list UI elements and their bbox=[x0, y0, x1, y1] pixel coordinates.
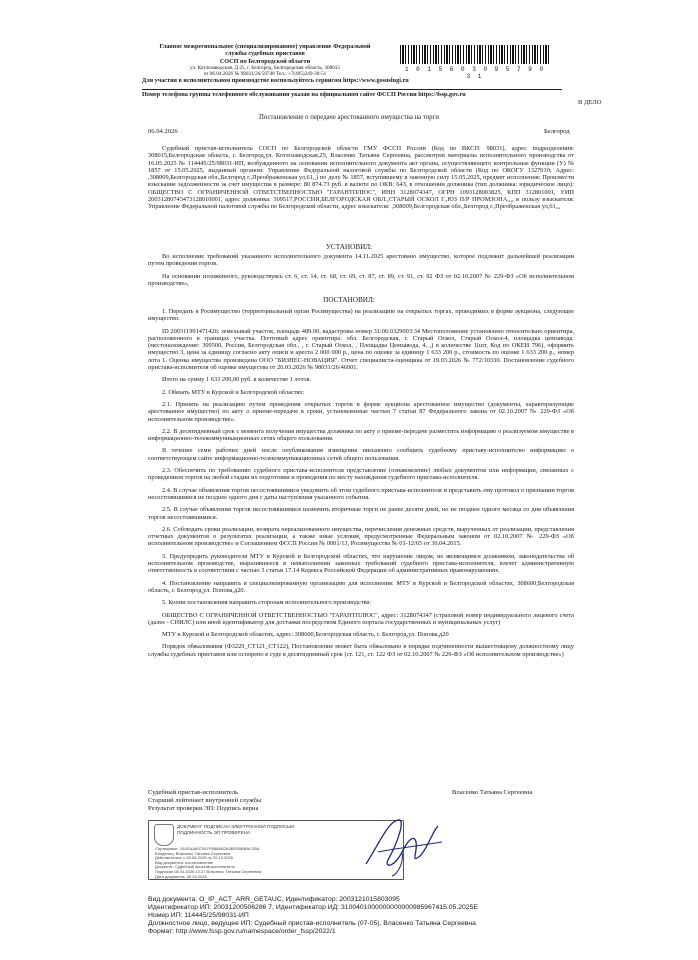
stamp-line: ПОДЛИННОСТЬ ЭП ПРОВЕРЕНА bbox=[177, 829, 251, 835]
item: 4. Постановление направить в специализированную организацию для исполнения: МТУ в Курской и Белгородской областях, 308600,Белгородская область, г. Белгород,ул. Попова,д20. bbox=[148, 579, 574, 594]
emblem-icon bbox=[154, 824, 174, 846]
agency-header bbox=[142, 43, 388, 77]
item: Порядок обжалования (Ф3229_СТ121_СТ122), Постановление может быть обжаловано в порядке подчиненности вышестоящему должностному лицу службы судебных приставов или оспорено в суде в десятидневный срок (ст. 121, ст. 122 ФЗ от 02.10.2007 № 229-ФЗ «Об исполнительном производстве») bbox=[148, 643, 574, 658]
v-delo-mark: В ДЕЛО bbox=[578, 99, 602, 106]
item: 5. Копии постановления направить сторонам исполнительного производства: bbox=[162, 599, 372, 607]
document-metadata bbox=[148, 896, 618, 936]
document-city: Белгород bbox=[544, 128, 570, 135]
item: 2.2. В десятидневный срок с момента получения имущества должника по акту о приеме-передаче разместить информацию о реализуемом имуществе в информационно-телекоммуникационных сетях общего пользования. bbox=[148, 427, 574, 443]
stamp-detail: Действителен: с 05.08.2025 по 29.10.2026 bbox=[155, 855, 233, 861]
item: МТУ в Курской и Белгородской областях, адрес: 308600,Белгородская область, г. Белгород,ул. Попова,д20 bbox=[162, 631, 449, 639]
meta-line: Номер ИП: 114445/25/98031-ИП bbox=[148, 911, 249, 919]
meta-line: Формат: http://www.fssp.gov.ru/namespace/order_fssp/2022/1 bbox=[148, 927, 336, 935]
agency-line: Главное межрегиональное (специализированное) управление Федеральной bbox=[159, 43, 371, 50]
agency-line: СОСП по Белгородской области bbox=[219, 57, 311, 65]
item: 2.5. В случае объявления торгов несостоявшимися назначить вторичные торги не ранее десяти дней, но не позднее одного месяца со дня объявления торгов несостоявшимися. bbox=[148, 506, 574, 521]
item: 1. Передать в Росимущество (территориальный орган Росимущества) на реализацию на открытых торгах, проводимых в форме аукциона, следующее имущество: bbox=[148, 308, 574, 323]
stamp-header bbox=[177, 824, 294, 835]
stamp-line: ДОКУМЕНТ ПОДПИСАН ЭЛЕКТРОННОЙ ПОДПИСЬЮ bbox=[177, 824, 295, 829]
intro-block bbox=[148, 145, 574, 216]
signer-name: Власенко Татьяна Сергеевна bbox=[452, 789, 533, 796]
item: ОБЩЕСТВО С ОГРАНИЧЕННОЙ ОТВЕТСТВЕННОСТЬЮ "ГАРАНТПЛЮС", адрес: 3128074347 (страховой номер индивидуального лицевого счета (далее - СНИЛС) или иной идентификатор для доставки посредством Единого портала государственных и муниципальных услуг) bbox=[148, 611, 574, 626]
phone-line: Номер телефона группы телефонного обслуживания указан на официальном сайте ФССП России https://fssp.gov.ru bbox=[142, 89, 562, 98]
stamp-detail: Дата документа: 06.04.2026 bbox=[155, 873, 207, 879]
agency-ref: от 06.04.2026 № 98031/26/50748 Тел.: +7(495)249-30-51 bbox=[203, 70, 327, 77]
stamp-detail: Вид документа: постановление bbox=[155, 859, 214, 865]
ustanovil-heading: УСТАНОВИЛ: bbox=[325, 243, 373, 251]
barcode bbox=[400, 45, 550, 64]
ustanovil-block bbox=[148, 253, 574, 292]
intro-paragraph: Судебный пристав-исполнитель СОСП по Белгородской области ГМУ ФССП России (Код по ВКСП: 98031), адрес подразделения: 308015,Белгородская область, г. Белгород,ул. Котлозаводская,25, Власенко Татьяна Сергеевна, рассмотрев материалы исполнительного производства от 16.05.2025 № 114445/25/98031-ИП, возбужденного на основании исполнительного документа акт органа, осуществляющего контрольные функции (У) № 1857 от 15.05.2025, выданный органом: Управление Федеральной налоговой службы по Белгородской области (Код по ОКОГУ 1327010; Адрес: ,308009,Белгородская обл.,Белгород г.,Преображенская ул,61,,) по делу № 1857, вступившему в законную силу 15.05.2025, предмет исполнения: Произвести взыскание задолженности за счет имущества в размере: 80 874.73 руб. в валюте по ОКВ: 643, в отношении должника (тип должника: юридическое лицо): ОБЩЕСТВО С ОГРАНИЧЕННОЙ ОТВЕТСТВЕННОСТЬЮ "ГАРАНТПЛЮС", ИНН 3128074347, ОГРН 1093128003825, КПП 312801001, УИП 20031280743473128010001, адрес должника: 309517,РОССИЯ,БЕЛГОРОДСКАЯ ОБЛ.,СТАРЫЙ ОСКОЛ Г.,ЮЗ П/Р ПРОМЗОНА,,,, в пользу взыскателя: Управление Федеральной налоговой службы по Белгородской области, адрес взыскателя: ,308009,Белгородская обл.,Белгород г.,Преображенская ул,61,,, bbox=[148, 145, 574, 211]
item: 2.3. Обеспечить по требованию судебного пристава-исполнителя представление (ознакомление) любых документов или информации, связанных с проведением торгов на любой стадии их подготовки и проведения по месту нахождения судебного пристава-исполнителя. bbox=[148, 467, 574, 482]
meta-line: Вид документа: O_IP_ACT_ARR_GETAUC, Идентификатор: 2003121015803095 bbox=[148, 896, 400, 903]
item: В течение семи рабочих дней после опубликования извещения письменно сообщить судебному приставу-исполнителю информацию о соответствующем сайте информационно-телекоммуникационных сетей общего пользования. bbox=[148, 447, 574, 462]
agency-line: службы судебных приставов bbox=[225, 50, 305, 58]
document-title: Постановление о передаче арестованного имущества на торги bbox=[259, 114, 439, 121]
ep-check: Результат проверки ЭП: Подпись верна bbox=[148, 804, 259, 812]
item: 2.4. В случае объявления торгов несостоявшимися уведомить об этом судебного пристава-исполнителя и представить ему протокол о признании торгов несостоявшимися не позднее одного дня с даты наступления указанного события. bbox=[148, 486, 574, 501]
stamp-detail: Владелец: Власенко Татьяна Сергеевна bbox=[155, 850, 231, 856]
item: Итого на сумму 1 633 200,00 руб. в количестве 1 лотов. bbox=[162, 376, 312, 384]
ustanovil-paragraph: На основании изложенного, руководствуясь ст. 6, ст. 14, ст. 68, ст. 69, ст. 87, ст. 89, ст. 91, ст. 92 ФЗ от 02.10.2007 № 229-ФЗ «Об исполнительном производстве», bbox=[148, 272, 574, 287]
stamp-detail: Сертификат: 2A1EAAA07547F6B8AB2A0BE5ABBAC2BA bbox=[155, 846, 260, 851]
stamp-detail: Документ: Судебный пристав-исполнитель bbox=[155, 864, 235, 870]
item: 2.1. Принять на реализацию путем проведения открытых торгов в форме аукциона арестованное имущество (документы, характеризующие арестованное имущество) по акту о приеме-передаче в сроки, установленные частью 7 статьи 87 Федерального закона от 02.10.2007 № 229-ФЗ «Об исполнительном производстве». bbox=[148, 400, 574, 423]
gosuslugi-line: Для участия в исполнительном производстве воспользуйтесь сервисом https://www.gosuslugi.ru bbox=[142, 77, 409, 84]
meta-line: Идентификатор ИП: 20031200506286 7, Идентификатор ИД: 3100401000000000000985967415.05.2025E bbox=[148, 903, 478, 911]
postanovil-block bbox=[148, 308, 574, 663]
document-date: 06.04.2026 bbox=[148, 128, 178, 135]
signer-rank: Старший лейтенант внутренней службы bbox=[148, 796, 262, 804]
handwritten-signature bbox=[358, 812, 448, 880]
stamp-detail: Подписан 06.04.2026 10:27 Власенко Татьяна Сергеевна bbox=[155, 868, 262, 874]
postanovil-heading: ПОСТАНОВИЛ: bbox=[323, 296, 375, 304]
barcode-digits: 1 0 1 5 6 0 3 0 9 5 7 9 0 3 1 bbox=[404, 66, 545, 80]
signer-title: Судебный пристав-исполнитель bbox=[148, 789, 239, 796]
item: 2.6. Соблюдать сроки реализации, возврата нереализованного имущества, перечисления денежных средств, вырученных от реализации, представления отчетных документов о результатах реализации, а также иные условия, предусмотренные Федеральным законом от 02.10.2007 № 229-ФЗ «Об исполнительном производстве» и Соглашением ФССП России № 0001/13, Росимущества № 01-12/65 от 30.04.2015. bbox=[148, 525, 574, 548]
item: 2. Обязать МТУ в Курской и Белгородской областях: bbox=[162, 388, 305, 396]
agency-address: ул. Котлозаводская, Д 25, г. Белгород, Белгородская область, 308015 bbox=[190, 64, 340, 71]
item: 3. Предупредить руководителя МТУ в Курской и Белгородской областях, что нарушение лицом, не являющимся должником, законодательства об исполнительном производстве, выразившееся в невыполнении законных требований судебного пристава-исполнителя, влечет административную ответственность в соответствии с частью 3 статьи 17.14 Кодекса Российской Федерации об административных правонарушениях. bbox=[148, 552, 574, 575]
ustanovil-paragraph: Во исполнение требований указанного исполнительного документа 14.11.2025 арестовано имущество, которое подлежит дальнейшей реализации путем проведения торгов. bbox=[148, 253, 574, 268]
meta-line: Должностное лицо, ведущее ИП: Судебный пристав-исполнитель (07-05), Власенко Татьяна Сергеевна bbox=[148, 919, 476, 927]
item: ID 200311991471426: земельный участок, площадь 489.00, кадастровы номер 31:06:0329003:34 Местоположение установлено относительно ориентира, расположенного в границах участка. Почтовый адрес ориентира: обл. Белгородская, г. Старый Оскол, Старый Оскол-4, площадка цемзавода. (местонахождение: 309500, Россия, Белгородская обл., , г. Старый Оскол, , Площадка Цемзавода, 4, ,) в количестве 1(шт, Код по ОКЕИ 796), оформить имущество 3, цена за единицу согласно акту описи и ареста 2 000 000 р., цена по оценке за единицу 1 633 200 р., стоимость по оценке 1 633 200 р., номер лота 1. Оценка имущества произведена ООО "БИЗНЕС-НОВАЦИЯ". Отчет специалиста-оценщика от 19.03.2026 № 772/10330. Постановление судебного пристава-исполнителя об оценке имущества от 20.03.2026 № 98031/26/46001. bbox=[148, 327, 574, 372]
signer-block bbox=[148, 789, 261, 812]
